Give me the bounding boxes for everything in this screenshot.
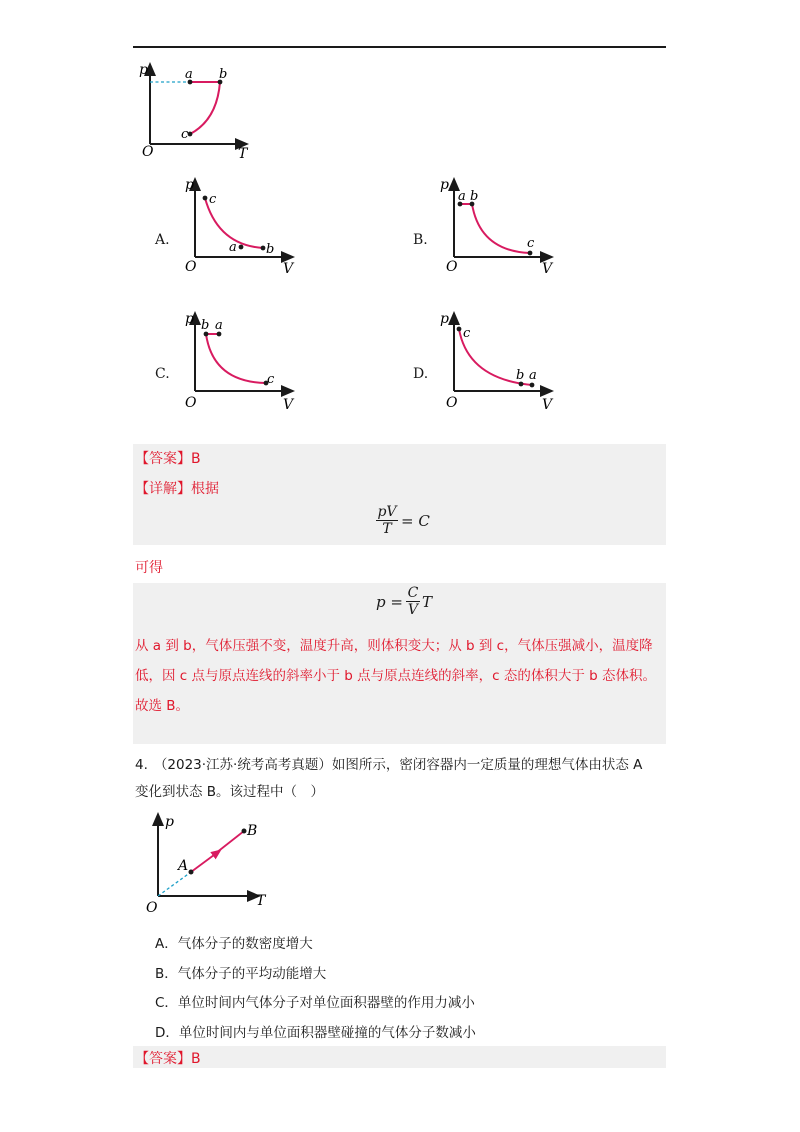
option-a-graph[interactable] [183,173,298,278]
choice-d[interactable]: D．单位时间内与单位面积器壁碰撞的气体分子数减小 [155,1025,476,1041]
label-c: c [181,127,189,142]
label-a: a [215,318,223,333]
main-pt-graph [135,58,255,163]
formula-tail: T [421,592,432,611]
label-c: c [209,192,217,207]
curve-bc [190,82,220,134]
process-arrow [191,852,218,872]
question-number: 4. [135,757,148,773]
origin-label: O [185,259,197,275]
label-c: c [267,372,275,387]
option-d-graph[interactable] [442,307,557,412]
choice-a[interactable]: A．气体分子的数密度增大 [155,936,313,952]
solution-block-1 [133,444,666,545]
x-axis-label: V [542,397,553,413]
y-axis-label: p [440,177,449,193]
point-c [528,251,533,256]
explanation-line-1: 从 a 到 b，气体压强不变，温度升高，则体积变大；从 b 到 c，气体压强减小，温度降 [135,638,653,654]
option-b-label[interactable]: B. [413,232,428,248]
answer-line-4 [135,1048,201,1068]
derive-text: 可得 [135,560,163,576]
option-d-label[interactable]: D. [413,366,429,382]
point-c [457,327,462,332]
label-A: A [178,858,189,874]
solution-block-2 [133,583,666,744]
point-a [239,245,244,250]
x-axis-label: T [238,146,248,162]
question-source: （2023·江苏·统考高考真题） [153,757,332,773]
label-b: b [219,67,228,82]
option-b-graph[interactable] [442,173,557,278]
curve [206,334,266,383]
formula-gas-law [376,504,430,537]
origin-label: O [142,144,154,160]
x-axis-label: T [256,893,266,909]
detail-tag: 【详解】 [135,481,191,497]
fraction-denominator: V [407,602,419,618]
point-b [261,246,266,251]
label-a: a [229,240,237,255]
label-B: B [247,823,258,839]
point-B [242,829,247,834]
label-c: c [463,326,471,341]
label-a: a [185,67,193,82]
point-c [203,196,208,201]
option-c-label[interactable]: C. [155,366,170,382]
answer-block-4 [133,1046,666,1068]
answer-value: B [191,451,201,467]
explanation [135,631,665,721]
y-axis-label: p [185,311,194,327]
y-axis-label: p [440,311,449,327]
formula-lhs: p = [376,592,403,611]
y-axis-label: p [185,177,194,193]
answer-tag: 【答案】 [135,451,191,467]
detail-intro: 根据 [191,481,219,497]
answer-tag: 【答案】 [135,1051,191,1067]
fraction-denominator: T [382,521,392,537]
process-line [216,831,244,853]
answer-line [135,448,201,468]
point-a [530,383,535,388]
detail-line [135,478,219,498]
x-axis-label: V [283,261,294,277]
question-stem-1: 如图所示，密闭容器内一定质量的理想气体由状态 A [331,757,643,773]
label-a: a [458,189,466,204]
y-axis-label: p [139,62,148,78]
point-A [189,870,194,875]
answer-value: B [191,1051,201,1067]
explanation-line-2: 低，因 c 点与原点连线的斜率小于 b 点与原点连线的斜率，c 态的体积大于 b 态体积。 [135,668,657,684]
point-c [188,132,193,137]
origin-label: O [446,395,458,411]
fraction-numerator: pV [377,504,397,520]
x-axis-label: V [283,397,294,413]
label-c: c [527,236,535,251]
origin-label: O [185,395,197,411]
question-4-stem [135,752,670,806]
formula-rhs: = C [401,511,430,530]
question-4-graph [140,808,275,918]
choice-b[interactable]: B．气体分子的平均动能增大 [155,966,327,982]
header-rule [133,46,666,48]
label-b: b [201,318,210,333]
label-b: b [516,368,525,383]
origin-label: O [146,900,158,916]
option-a-label[interactable]: A. [155,232,170,248]
explanation-line-3: 故选 B。 [135,698,190,714]
curve-bc [472,204,530,253]
dashed-extension [158,872,191,896]
origin-label: O [446,259,458,275]
label-b: b [470,189,479,204]
label-a: a [529,368,537,383]
fraction-numerator: C [407,585,419,601]
choice-c[interactable]: C．单位时间内气体分子对单位面积器壁的作用力减小 [155,995,475,1011]
formula-pressure [376,585,432,618]
x-axis-label: V [542,261,553,277]
option-c-graph[interactable] [183,307,298,412]
question-stem-2: 变化到状态 B。该过程中（ ） [135,784,325,800]
y-axis-label: p [165,814,174,830]
label-b: b [266,242,275,257]
